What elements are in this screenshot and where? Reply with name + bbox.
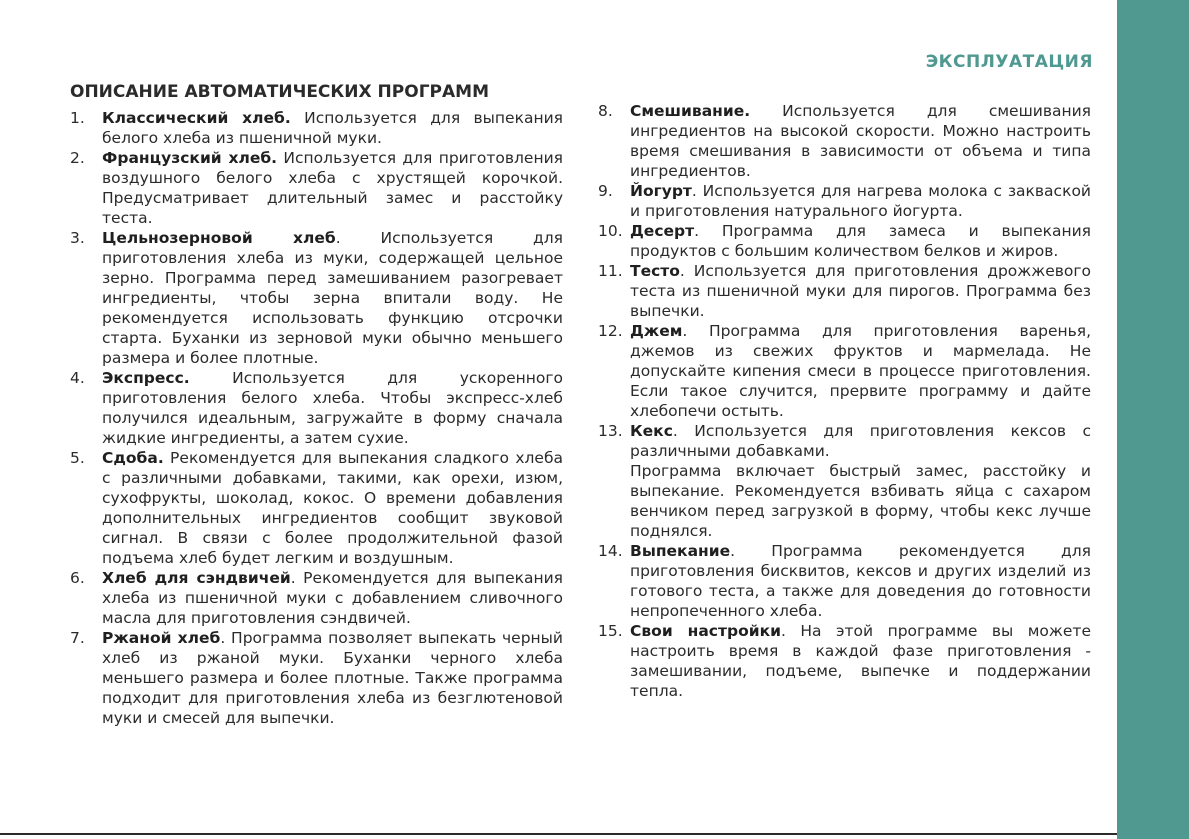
program-name: Ржаной хлеб [102,629,221,647]
program-number: 3. [70,229,85,247]
program-description: . Используется для приготовления хлеба из муки, содержащей цельное зерно. Программа перед замешиванием разогревает ингредиенты, чтобы зерна впитали воду. Не рекомендуется использовать функцию отсрочки старта. Буханки из зерновой муки обычно меньшего размера и более плотные. [102,229,563,367]
program-number: 4. [70,369,85,387]
program-number: 10. [598,222,623,240]
program-description: . Используется для нагрева молока с закваской и приготовления натурального йогурта. [630,182,1091,220]
program-number: 14. [598,542,623,560]
program-item [70,108,563,148]
program-item [598,621,1091,701]
program-item [70,568,563,628]
program-name: Выпекание [630,542,731,560]
program-name: Смешивание. [630,102,751,120]
program-number: 9. [598,182,613,200]
program-description: . Программа рекомендуется для приготовления бисквитов, кексов и других изделий из готового теста, а также для доведения до готовности непропеченного хлеба. [630,542,1091,620]
program-description: . Программа для приготовления варенья, джемов из свежих фруктов и мармелада. Не допускайте кипения смеси в процессе приготовления. Если такое случится, прервите программу и дайте хлебопечи остыть. [630,322,1091,420]
program-item [70,448,563,568]
bottom-rule [0,833,1117,835]
program-description: . Используется для приготовления кексов с различными добавками. [630,422,1091,460]
program-name: Экспресс. [102,369,190,387]
program-description: . На этой программе вы можете настроить время в каждой фазе приготовления - замешивании, подъеме, выпечке и поддержании тепла. [630,622,1091,700]
program-description: Используется для выпекания белого хлеба из пшеничной муки. [102,109,563,147]
program-number: 13. [598,422,623,440]
program-item [70,368,563,448]
program-item [598,261,1091,321]
program-number: 15. [598,622,623,640]
program-name: Джем [630,322,683,340]
program-description: Используется для ускоренного приготовления белого хлеба. Чтобы экспресс-хлеб получился идеальным, загружайте в форму сначала жидкие ингредиенты, а затем сухие. [102,369,563,447]
program-number: 2. [70,149,85,167]
program-name: Тесто [630,262,680,280]
program-item [598,221,1091,261]
program-description: Используется для смешивания ингредиентов на высокой скорости. Можно настроить время смешивания в зависимости от объема и типа ингредиентов. [630,102,1091,180]
program-name: Французский хлеб. [102,149,278,167]
program-name: Десерт [630,222,695,240]
programs-list-right [598,101,1091,701]
program-number: 8. [598,102,613,120]
program-item [598,321,1091,421]
program-number: 11. [598,262,623,280]
page-title: ОПИСАНИЕ АВТОМАТИЧЕСКИХ ПРОГРАММ [70,82,489,102]
program-number: 12. [598,322,623,340]
program-description: Рекомендуется для выпекания сладкого хлеба с различными добавками, такими, как орехи, изюм, сухофрукты, шоколад, кокос. О времени добавления дополнительных ингредиентов сообщит звуковой сигнал. В связи с более продолжительной фазой подъема хлеб будет легким и воздушным. [102,449,563,567]
program-description: . Используется для приготовления дрожжевого теста из пшеничной муки для пирогов. Программа без выпечки. [630,262,1091,320]
program-description: . Программа для замеса и выпекания продуктов с большим количеством белков и жиров. [630,222,1091,260]
program-item [598,421,1091,541]
program-name: Кекс [630,422,673,440]
program-name: Хлеб для сэндвичей [102,569,291,587]
program-description: . Программа позволяет выпекать черный хлеб из ржаной муки. Буханки черного хлеба меньшего размера и более плотные. Также программа подходит для приготовления хлеба из безглютеновой муки и смесей для выпечки. [102,629,563,727]
program-description: . Рекомендуется для выпекания хлеба из пшеничной муки с добавлением сливочного масла для приготовления сэндвичей. [102,569,563,627]
side-color-band [1117,0,1189,839]
program-item [70,228,563,368]
program-number: 7. [70,629,85,647]
program-item [70,148,563,228]
program-number: 1. [70,109,85,127]
program-name: Йогурт [630,182,692,200]
section-header: ЭКСПЛУАТАЦИЯ [925,52,1093,72]
program-name: Классический хлеб. [102,109,291,127]
program-name: Цельнозерновой хлеб [102,229,336,247]
program-item [598,541,1091,621]
program-extra-note: Программа включает быстрый замес, расстойку и выпекание. Рекомендуется взбивать яйца с сахаром венчиком перед загрузкой в форму, чтобы кекс лучше поднялся. [630,462,1091,540]
program-item [598,181,1091,221]
program-item [70,628,563,728]
program-description: Используется для приготовления воздушного белого хлеба с хрустящей корочкой. Предусматривает длительный замес и расстойку теста. [102,149,563,227]
program-name: Свои настройки [630,622,781,640]
programs-list-left [70,108,563,728]
program-name: Сдоба. [102,449,164,467]
program-number: 6. [70,569,85,587]
program-number: 5. [70,449,85,467]
program-item [598,101,1091,181]
